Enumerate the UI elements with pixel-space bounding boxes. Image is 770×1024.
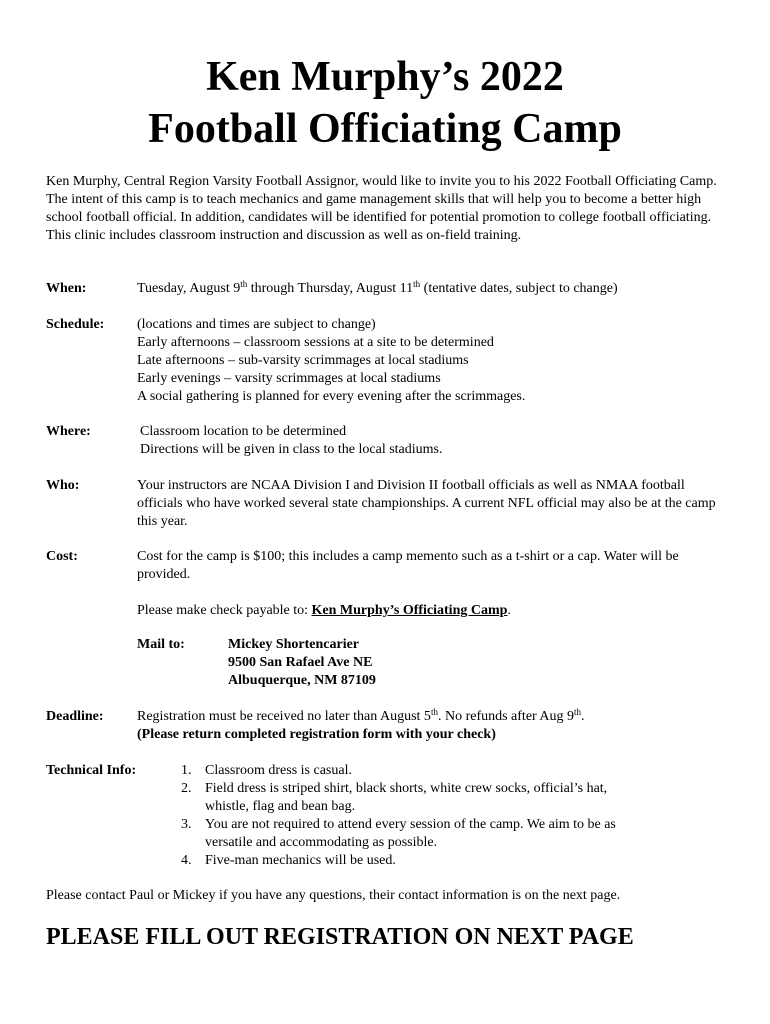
deadline-label: Deadline: <box>46 709 104 724</box>
list-item <box>181 816 681 852</box>
payee-name: Ken Murphy’s Officiating Camp <box>311 603 508 618</box>
list-number: 3. <box>181 817 192 832</box>
cost-label: Cost: <box>46 549 78 564</box>
schedule-list <box>137 316 727 406</box>
list-item <box>181 780 681 816</box>
schedule-line: (locations and times are subject to change) <box>137 317 376 332</box>
when-part-3: (tentative dates, subject to change) <box>420 281 618 296</box>
list-text: You are not required to attend every session of the camp. We aim to be as versatile and accommodating as possible. <box>205 817 616 850</box>
when-part-1: Tuesday, August 9 <box>137 281 241 296</box>
where-line: Classroom location to be determined <box>140 424 347 439</box>
title-line-2: Football Officiating Camp <box>148 106 622 152</box>
list-number: 1. <box>181 763 192 778</box>
deadline-sup-1: th <box>430 707 438 717</box>
deadline-note: (Please return completed registration form with your check) <box>137 727 496 742</box>
mailing-address <box>228 636 376 690</box>
who-label: Who: <box>46 478 80 493</box>
address-line: Mickey Shortencarier <box>228 637 360 652</box>
when-sup-1: th <box>240 279 248 289</box>
schedule-line: Early evenings – varsity scrimmages at local stadiums <box>137 371 441 386</box>
list-item <box>181 762 681 780</box>
schedule-label: Schedule: <box>46 317 105 332</box>
list-number: 2. <box>181 781 192 796</box>
where-line: Directions will be given in class to the local stadiums. <box>140 442 443 457</box>
deadline-part-2: . No refunds after Aug 9 <box>437 709 575 724</box>
when-label: When: <box>46 281 87 296</box>
who-text: Your instructors are NCAA Division I and Division II football officials as well as NMAA football officials who have worked several state championships. A current NFL official may also be at the camp this year. <box>137 478 716 529</box>
list-number: 4. <box>181 853 192 868</box>
schedule-line: Early afternoons – classroom sessions at a site to be determined <box>137 335 494 350</box>
cost-text: Cost for the camp is $100; this includes a camp memento such as a t-shirt or a cap. Water will be provided. <box>137 549 679 582</box>
deadline-part-1: Registration must be received no later than August 5 <box>137 709 431 724</box>
title-line-1: Ken Murphy’s 2022 <box>206 54 564 100</box>
address-line: Albuquerque, NM 87109 <box>228 673 376 688</box>
technical-info-list <box>181 762 681 870</box>
list-text: Classroom dress is casual. <box>205 763 352 778</box>
address-line: 9500 San Rafael Ave NE <box>228 655 373 670</box>
where-list <box>140 423 730 459</box>
schedule-line: Late afternoons – sub-varsity scrimmages at local stadiums <box>137 353 469 368</box>
intro-paragraph: Ken Murphy, Central Region Varsity Football Assignor, would like to invite you to his 2022 Football Officiating Camp. The intent of this camp is to teach mechanics and game management skills that will help you to become a better high school football official. In addition, candidates will be identified for potential promotion to college football officiating. This clinic includes classroom instruction and discussion as well as on-field training. <box>46 174 717 243</box>
technical-info-label: Technical Info: <box>46 763 137 778</box>
mail-to-label: Mail to: <box>137 637 185 652</box>
deadline-text <box>137 708 727 744</box>
schedule-line: A social gathering is planned for every evening after the scrimmages. <box>137 389 526 404</box>
check-suffix: . <box>507 603 511 618</box>
deadline-sup-2: th <box>574 707 582 717</box>
check-payable-line <box>137 602 727 620</box>
when-text <box>137 280 727 298</box>
list-item <box>181 852 681 870</box>
check-prefix: Please make check payable to: <box>137 603 312 618</box>
list-text: Five-man mechanics will be used. <box>205 853 396 868</box>
contact-note: Please contact Paul or Mickey if you have any questions, their contact information is on the next page. <box>46 888 621 903</box>
when-part-2: through Thursday, August 11 <box>247 281 414 296</box>
footer-heading: PLEASE FILL OUT REGISTRATION ON NEXT PAGE <box>46 924 634 950</box>
list-text: Field dress is striped shirt, black shorts, white crew socks, official’s hat, whistle, flag and bean bag. <box>205 781 608 814</box>
deadline-part-3: . <box>581 709 585 724</box>
where-label: Where: <box>46 424 91 439</box>
when-sup-2: th <box>413 279 421 289</box>
